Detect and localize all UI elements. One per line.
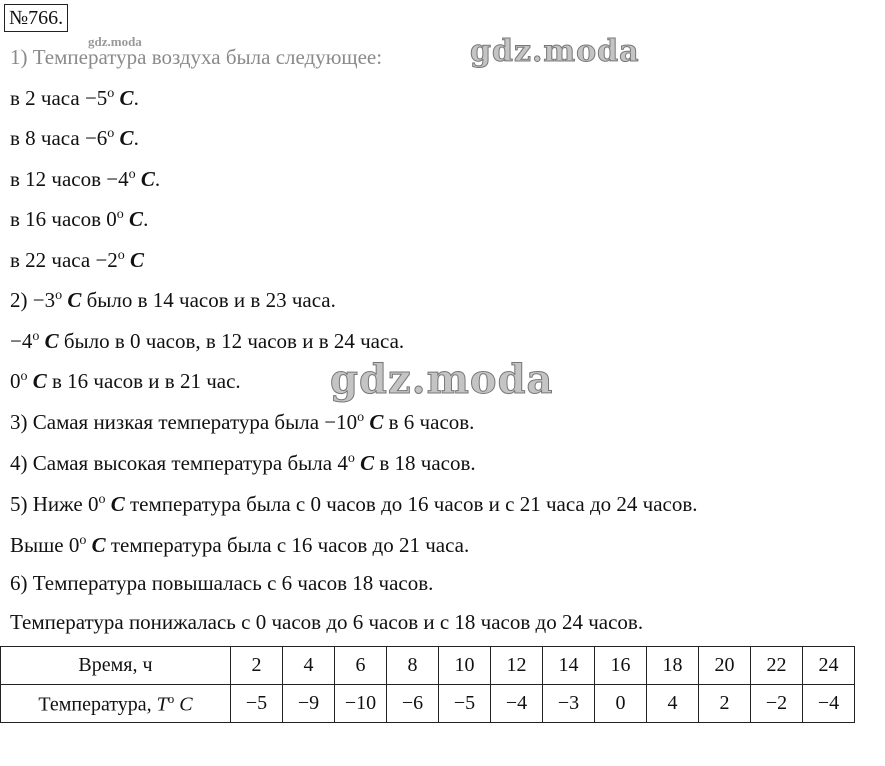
part1-line-4: в 16 часов $0^о$ C. [10,207,149,231]
part1-line-3: в 12 часов $-4^о$ C. [10,167,161,191]
table-cell-temp: −3 [543,685,595,723]
temperature-table [0,646,855,723]
table-cell-temp: −9 [283,685,335,723]
table-row-hours [1,647,855,685]
watermark-small: gdz.moda [88,34,142,49]
table-cell-temp: 2 [699,685,751,723]
watermark-center: gdz.moda [330,356,554,403]
table-cell-hour: 2 [231,647,283,685]
part2-line-3: $0^о$ C в 16 часов и в 21 час. [10,369,241,393]
table-cell-hour: 14 [543,647,595,685]
table-cell-temp: −6 [387,685,439,723]
table-cell-hour: 4 [283,647,335,685]
table-cell-temp: −10 [335,685,387,723]
part4-line: 4) Самая высокая температура была $4^о$ C в 18 часов. [10,451,476,475]
table-cell-temp: −2 [751,685,803,723]
part2-line-1: $2) -3^о$ C было в 14 часов и в 23 часа. [10,288,336,312]
part5-line-1: 5) Ниже $0^о$ C температура была с 0 часов до 16 часов и с 21 часа до 24 часов. [10,492,698,516]
task-number: №766. [4,4,68,32]
part6-line-2: Температура понижалась с 0 часов до 6 часов и с 18 часов до 24 часов. [10,610,644,634]
table-cell-hour: 18 [647,647,699,685]
table-cell-hour: 24 [803,647,855,685]
part3-line: 3) Самая низкая температура была $-10^о$ C в 6 часов. [10,410,475,434]
table-cell-temp: −4 [491,685,543,723]
table-cell-temp: 4 [647,685,699,723]
table-cell-hour: 12 [491,647,543,685]
watermark-top: gdz.moda [470,34,640,69]
table-cell-hour: 8 [387,647,439,685]
part2-line-2: $-4^о$ C было в 0 часов, в 12 часов и в 24 часа. [10,329,405,353]
table-cell-hour: 10 [439,647,491,685]
table-cell-hour: 20 [699,647,751,685]
table-cell-hour: 6 [335,647,387,685]
table-cell-hour: 16 [595,647,647,685]
part1-title: 1) Температура воздуха была следующее: [10,45,383,69]
table-cell-temp: −5 [439,685,491,723]
part1-line-1: в 2 часа $-5^о$ C. [10,86,139,110]
part6-line-1: 6) Температура повышалась с 6 часов 18 часов. [10,571,434,595]
part5-line-2: Выше $0^о$ C температура была с 16 часов до 21 часа. [10,533,470,557]
table-header-time: Время, ч [1,647,231,685]
table-cell-temp: 0 [595,685,647,723]
table-header-temperature: Температура, $T^о$ C [1,685,231,723]
table-cell-temp: −4 [803,685,855,723]
table-cell-hour: 22 [751,647,803,685]
table-row-temps [1,685,855,723]
part1-line-5: в 22 часа $-2^о$ C [10,248,145,272]
part1-line-2: в 8 часа $-6^о$ C. [10,126,139,150]
table-cell-temp: −5 [231,685,283,723]
